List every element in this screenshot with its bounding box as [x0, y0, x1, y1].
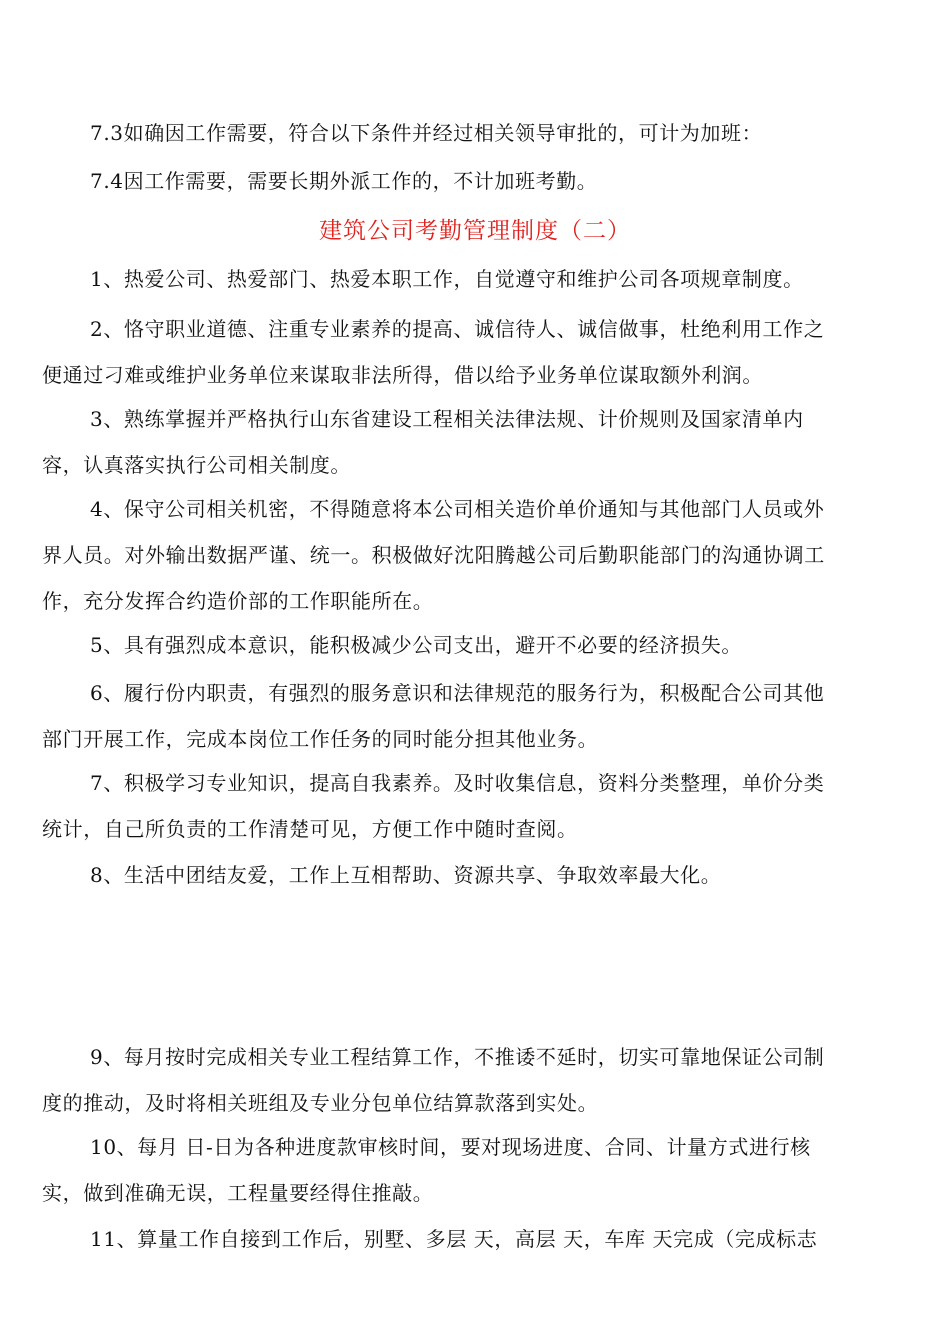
- item-3-line-1: 3、熟练掌握并严格执行山东省建设工程相关法律法规、计价规则及国家清单内: [90, 407, 804, 431]
- item-10-line-2: 实，做到准确无误，工程量要经得住推敲。: [42, 1181, 434, 1205]
- clause-7-3: 7.3如确因工作需要，符合以下条件并经过相关领导审批的，可计为加班：: [90, 121, 763, 145]
- item-2-line-1: 2、恪守职业道德、注重专业素养的提高、诚信待人、诚信做事，杜绝利用工作之: [90, 317, 825, 341]
- item-7-line-2: 统计，自己所负责的工作清楚可见，方便工作中随时查阅。: [42, 817, 578, 841]
- item-6-line-2: 部门开展工作，完成本岗位工作任务的同时能分担其他业务。: [42, 727, 599, 751]
- item-4-line-2: 界人员。对外输出数据严谨、统一。积极做好沈阳腾越公司后勤职能部门的沟通协调工: [42, 543, 825, 567]
- item-1-line-1: 1、热爱公司、热爱部门、热爱本职工作，自觉遵守和维护公司各项规章制度。: [90, 267, 804, 291]
- item-9-line-1: 9、每月按时完成相关专业工程结算工作，不推诿不延时，切实可靠地保证公司制: [90, 1045, 825, 1069]
- item-8-line-1: 8、生活中团结友爱，工作上互相帮助、资源共享、争取效率最大化。: [90, 863, 722, 887]
- item-3-line-2: 容，认真落实执行公司相关制度。: [42, 453, 351, 477]
- item-5-line-1: 5、具有强烈成本意识，能积极减少公司支出，避开不必要的经济损失。: [90, 633, 742, 657]
- clause-7-4: 7.4因工作需要，需要长期外派工作的，不计加班考勤。: [90, 169, 598, 193]
- item-10-line-1: 10、每月 日-日为各种进度款审核时间，要对现场进度、合同、计量方式进行核: [90, 1135, 811, 1159]
- item-4-line-1: 4、保守公司相关机密，不得随意将本公司相关造价单价通知与其他部门人员或外: [90, 497, 825, 521]
- item-4-line-3: 作，充分发挥合约造价部的工作职能所在。: [42, 589, 434, 613]
- section-title: 建筑公司考勤管理制度（二）: [319, 218, 631, 244]
- item-11-line-1: 11、算量工作自接到工作后，别墅、多层 天，高层 天，车库 天完成（完成标志: [90, 1227, 818, 1251]
- item-9-line-2: 度的推动，及时将相关班组及专业分包单位结算款落到实处。: [42, 1091, 599, 1115]
- item-2-line-2: 便通过刁难或维护业务单位来谋取非法所得，借以给予业务单位谋取额外利润。: [42, 363, 763, 387]
- item-7-line-1: 7、积极学习专业知识，提高自我素养。及时收集信息，资料分类整理，单价分类: [90, 771, 825, 795]
- item-6-line-1: 6、履行份内职责，有强烈的服务意识和法律规范的服务行为，积极配合公司其他: [90, 681, 825, 705]
